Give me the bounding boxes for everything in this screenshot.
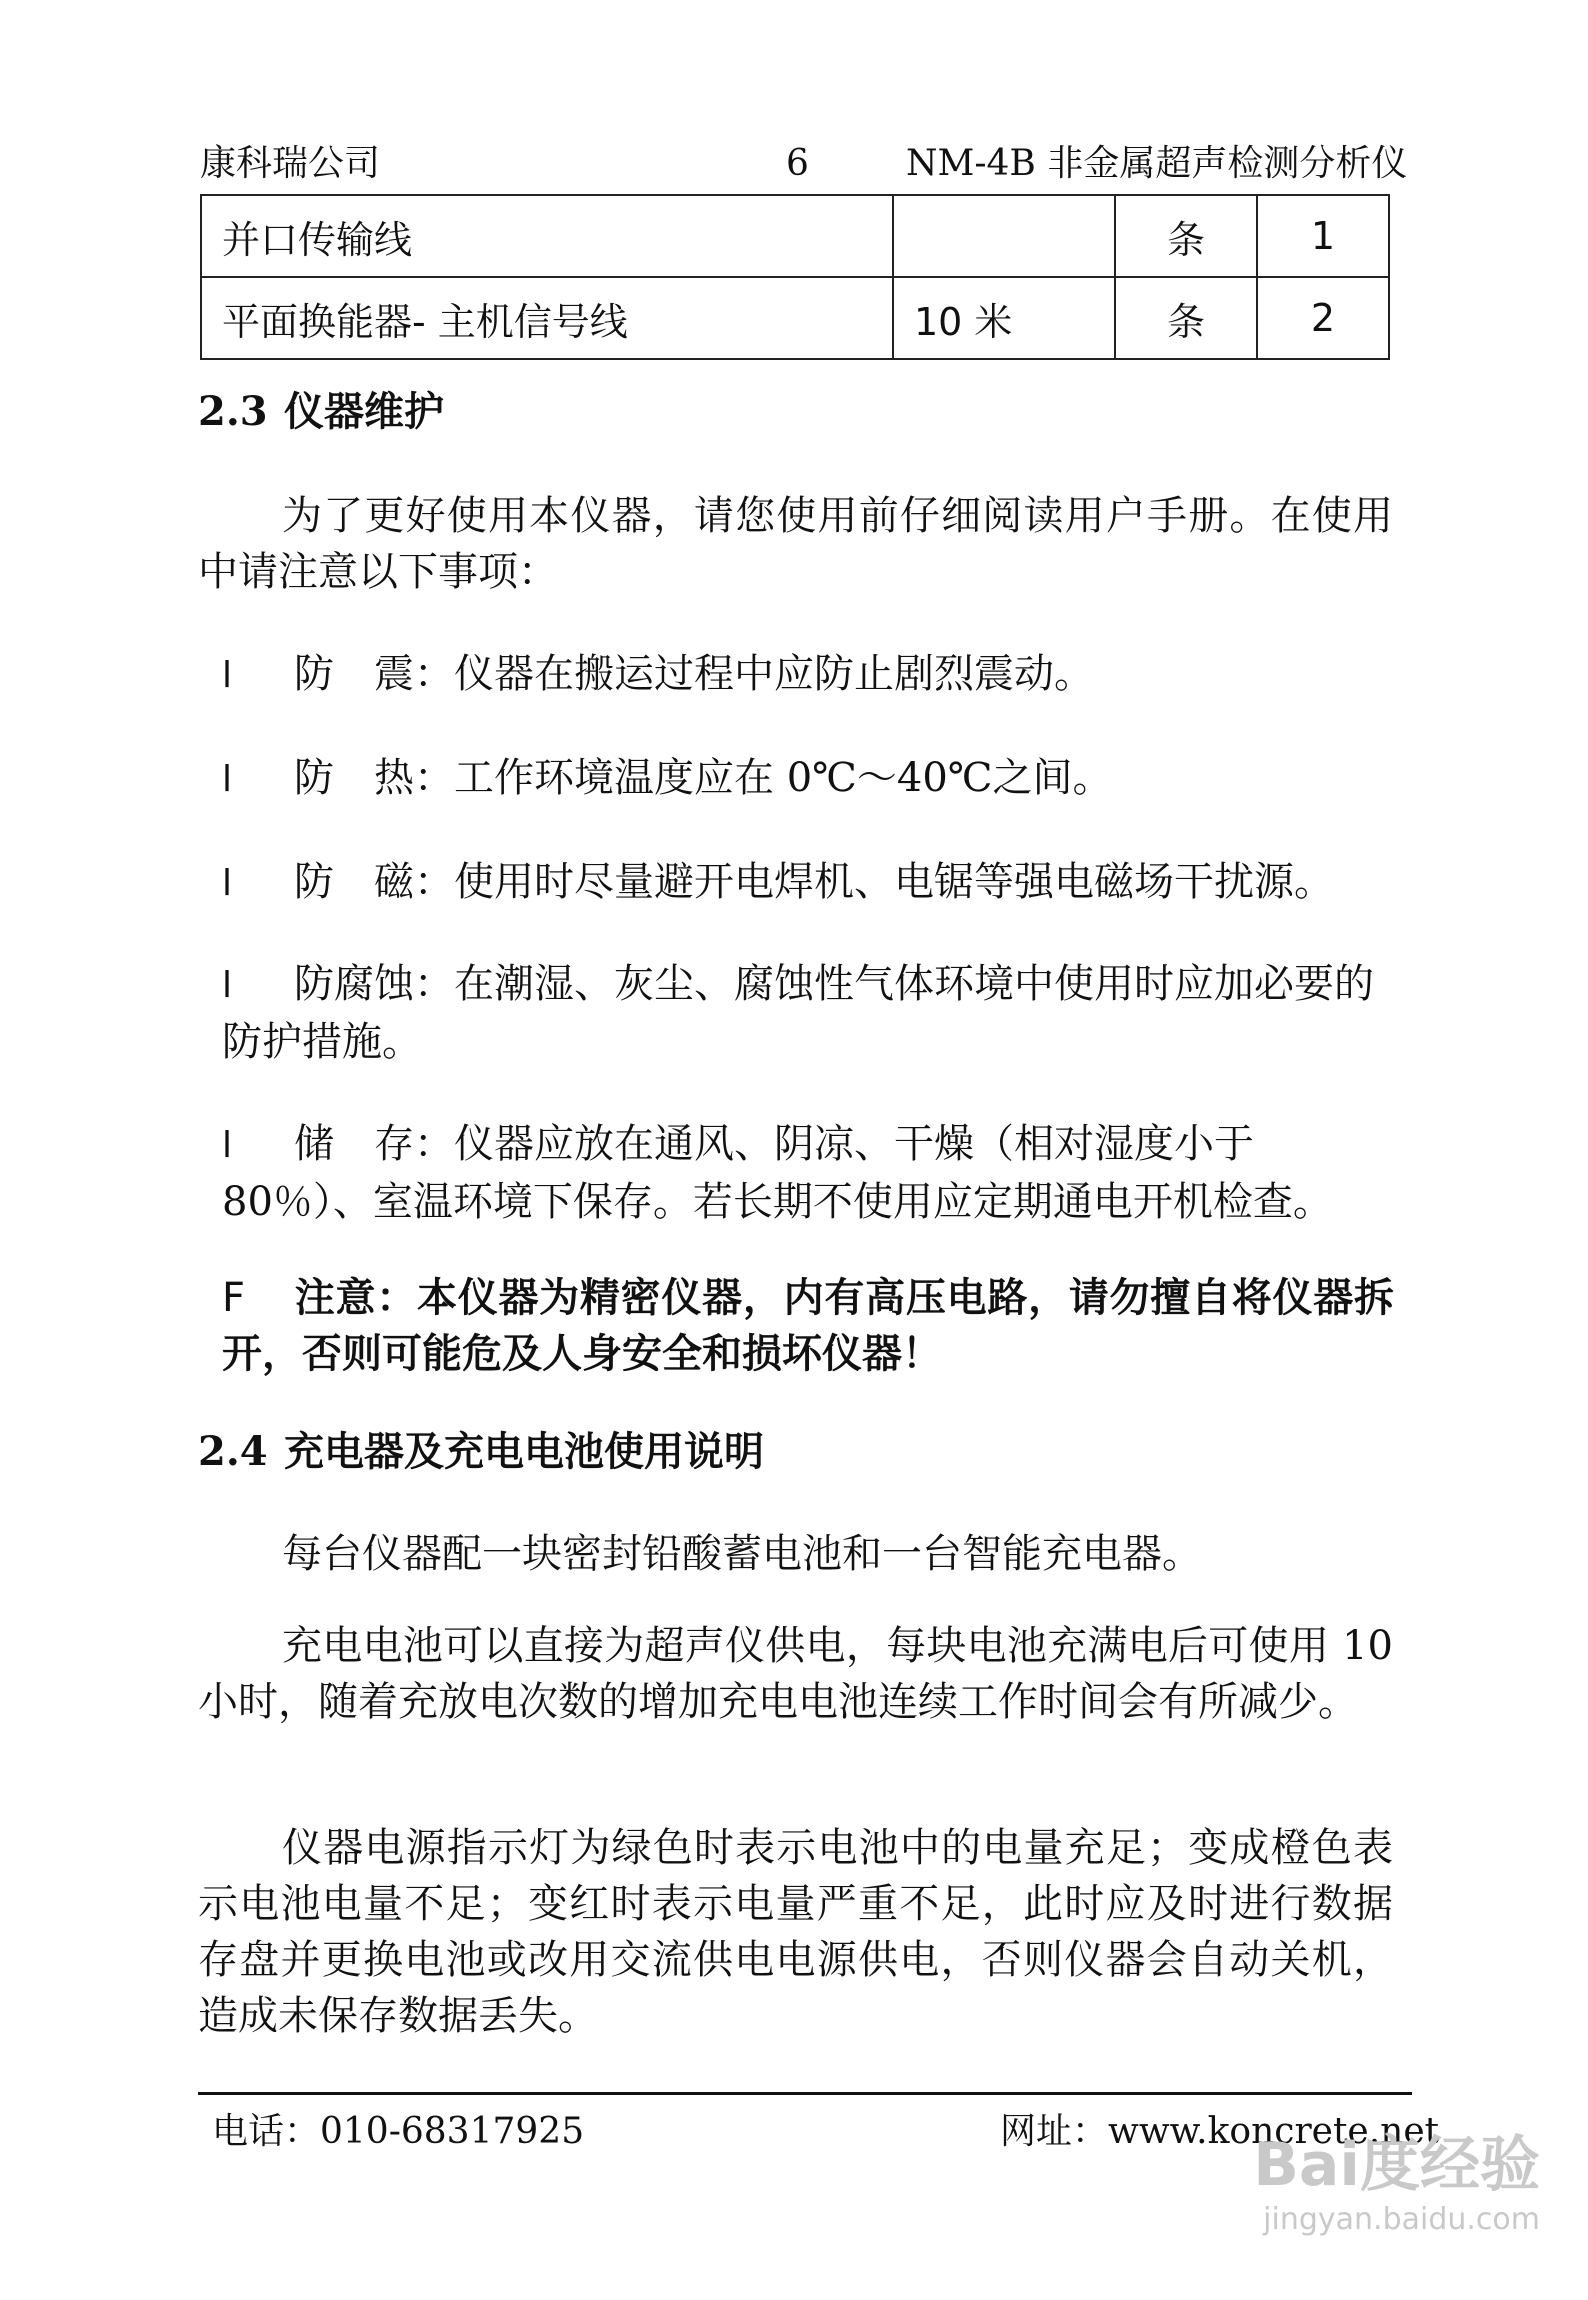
section-2-3-intro: 为了更好使用本仪器，请您使用前仔细阅读用户手册。在使用中请注意以下事项： xyxy=(198,493,1393,595)
item-text: 仪器在搬运过程中应防止剧烈震动。 xyxy=(454,651,1094,697)
section-number: 2.4 xyxy=(198,1428,268,1475)
item-label: 防 震： xyxy=(294,651,454,697)
bullet-marker: l xyxy=(222,1125,233,1166)
footer-phone: 电话：010-68317925 xyxy=(212,2111,585,2152)
item-label: 防腐蚀： xyxy=(294,961,454,1007)
footer-website: 网址：www.koncrete.net xyxy=(1000,2111,1440,2152)
accessories-table xyxy=(200,194,1390,360)
table-cell-qty: 2 xyxy=(1257,277,1389,359)
list-item xyxy=(222,646,1392,704)
table-cell-spec: 10 米 xyxy=(893,277,1115,359)
item-text: 工作环境温度应在 0℃～40℃之间。 xyxy=(454,755,1113,801)
table-cell-spec xyxy=(893,195,1115,277)
section-title: 充电器及充电电池使用说明 xyxy=(284,1428,764,1475)
item-label: 防 热： xyxy=(294,755,454,801)
table-cell-unit: 条 xyxy=(1115,277,1257,359)
bullet-marker: l xyxy=(222,759,233,800)
section-title: 仪器维护 xyxy=(284,388,444,435)
section-heading-2-4 xyxy=(198,1424,764,1480)
watermark-url: jingyan.baidu.com xyxy=(1263,2202,1540,2237)
section-2-4-paragraph: 每台仪器配一块密封铅酸蓄电池和一台智能充电器。 xyxy=(282,1531,1202,1577)
section-number: 2.3 xyxy=(198,388,268,435)
item-label: 防 磁： xyxy=(294,859,454,905)
list-item xyxy=(222,854,1392,912)
item-text: 使用时尽量避开电焊机、电锯等强电磁场干扰源。 xyxy=(454,859,1334,905)
list-item xyxy=(222,956,1392,1070)
item-text: 在潮湿、灰尘、腐蚀性气体环境中使用时应加必要的防护措施。 xyxy=(222,961,1374,1065)
item-label: 储 存： xyxy=(294,1121,454,1167)
header-page-number: 6 xyxy=(786,143,809,184)
bullet-marker: l xyxy=(222,965,233,1006)
header-product: NM-4B 非金属超声检测分析仪 xyxy=(906,143,1408,184)
note-text: 注意：本仪器为精密仪器，内有高压电路，请勿擅自将仪器拆开，否则可能危及人身安全和损坏仪器！ xyxy=(222,1274,1394,1377)
safety-note xyxy=(222,1270,1394,1382)
bullet-marker: l xyxy=(222,655,233,696)
bullet-marker: l xyxy=(222,863,233,904)
table-cell-unit: 条 xyxy=(1115,195,1257,277)
section-2-4-paragraph: 仪器电源指示灯为绿色时表示电池中的电量充足；变成橙色表示电池电量不足；变红时表示电量严重不足，此时应及时进行数据存盘并更换电池或改用交流供电电源供电，否则仪器会自动关机，造成未保存数据丢失。 xyxy=(198,1825,1393,2039)
table-cell-qty: 1 xyxy=(1257,195,1389,277)
table-cell-name: 并口传输线 xyxy=(201,195,893,277)
section-heading-2-3 xyxy=(198,384,444,440)
table-row xyxy=(201,277,1389,359)
watermark xyxy=(1253,2130,1540,2240)
section-2-4-paragraph: 充电电池可以直接为超声仪供电，每块电池充满电后可使用 10 小时，随着充放电次数的增加充电电池连续工作时间会有所减少。 xyxy=(198,1623,1393,1725)
watermark-logo: Bai度经验 xyxy=(1253,2130,1540,2200)
table-row xyxy=(201,195,1389,277)
note-marker: F xyxy=(222,1275,246,1321)
footer-divider xyxy=(198,2092,1412,2095)
list-item xyxy=(222,1116,1392,1230)
item-text: 仪器应放在通风、阴凉、干燥（相对湿度小于 80％）、室温环境下保存。若长期不使用应定期通电开机检查。 xyxy=(222,1121,1333,1225)
list-item xyxy=(222,750,1392,808)
table-cell-name: 平面换能器- 主机信号线 xyxy=(201,277,893,359)
header-company: 康科瑞公司 xyxy=(200,143,381,184)
